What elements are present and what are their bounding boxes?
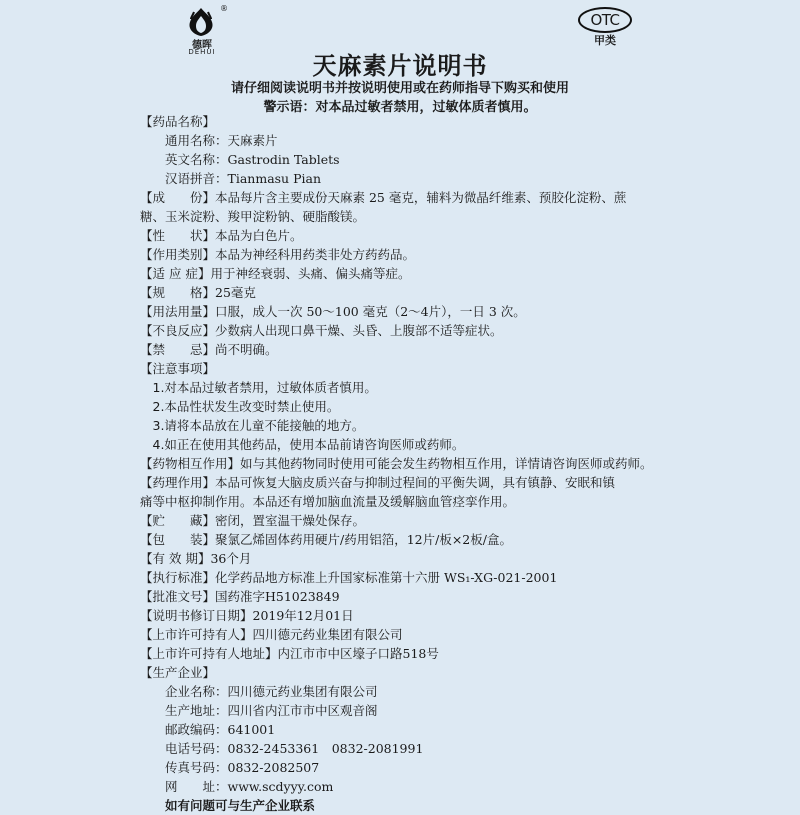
flame-logo-icon [184, 6, 218, 38]
drug-interactions: 【药物相互作用】如与其他药物同时使用可能会发生药物相互作用，详情请咨询医师或药师。 [140, 456, 653, 471]
standard: 【执行标准】化学药品地方标准上升国家标准第十六册 WS₁-XG-021-2001 [140, 570, 558, 585]
section-header-drug-name: 【药品名称】 [140, 114, 216, 129]
revision-date: 【说明书修订日期】2019年12月01日 [140, 608, 354, 623]
ingredients-continued: 糖、玉米淀粉、羧甲淀粉钠、硬脂酸镁。 [140, 209, 366, 224]
otc-badge: OTC [578, 7, 632, 33]
category: 【作用类别】本品为神经科用药类非处方药药品。 [140, 247, 416, 262]
contraindications: 【禁 忌】尚不明确。 [140, 342, 278, 357]
document-title: 天麻素片说明书 [312, 52, 488, 80]
read-instructions-notice: 请仔细阅读说明书并按说明使用或在药师指导下购买和使用 [230, 81, 569, 96]
contact-note: 如有问题可与生产企业联系 [140, 798, 316, 813]
adverse-reactions: 【不良反应】少数病人出现口鼻干燥、头昏、上腹部不适等症状。 [140, 323, 503, 338]
common-name: 通用名称：天麻素片 [140, 133, 278, 148]
fax-number: 传真号码：0832-2082507 [140, 760, 320, 775]
specification: 【规 格】25毫克 [140, 285, 256, 300]
company-name: 企业名称：四川德元药业集团有限公司 [140, 684, 378, 699]
phone-number: 电话号码：0832-2453361 0832-2081991 [140, 741, 424, 756]
precaution-item: 1.对本品过敏者禁用，过敏体质者慎用。 [140, 380, 377, 395]
section-header-manufacturer: 【生产企业】 [140, 665, 216, 680]
storage: 【贮 藏】密闭，置室温干燥处保存。 [140, 513, 366, 528]
pharmacology-continued: 痛等中枢抑制作用。本品还有增加脑血流量及缓解脑血管痉挛作用。 [140, 494, 516, 509]
brand-name-en: DEHUI [188, 48, 216, 56]
section-header-precautions: 【注意事项】 [140, 361, 216, 376]
postal-code: 邮政编码：641001 [140, 722, 276, 737]
precaution-item: 2.本品性状发生改变时禁止使用。 [140, 399, 340, 414]
website: 网 址：www.scdyyy.com [140, 779, 334, 794]
license-holder-address: 【上市许可持有人地址】内江市市中区壕子口路518号 [140, 646, 439, 661]
registered-mark: ® [220, 4, 228, 13]
production-address: 生产地址：四川省内江市市中区观音阁 [140, 703, 378, 718]
dosage: 【用法用量】口服，成人一次 50～100 毫克（2～4片），一日 3 次。 [140, 304, 526, 319]
appearance: 【性 状】本品为白色片。 [140, 228, 303, 243]
packaging: 【包 装】聚氯乙烯固体药用硬片/药用铝箔，12片/板×2板/盒。 [140, 532, 512, 547]
shelf-life: 【有 效 期】36个月 [140, 551, 252, 566]
pinyin-name: 汉语拼音：Tianmasu Pian [140, 171, 321, 186]
pharmacology: 【药理作用】本品可恢复大脑皮质兴奋与抑制过程间的平衡失调，具有镇静、安眠和镇 [140, 475, 616, 490]
approval-number: 【批准文号】国药准字H51023849 [140, 589, 340, 604]
warning-statement: 警示语：对本品过敏者禁用，过敏体质者慎用。 [263, 100, 537, 115]
ingredients: 【成 份】本品每片含主要成份天麻素 25 毫克，辅料为微晶纤维素、预胶化淀粉、蔗 [140, 190, 627, 205]
english-name: 英文名称：Gastrodin Tablets [140, 152, 340, 167]
precaution-item: 3.请将本品放在儿童不能接触的地方。 [140, 418, 365, 433]
precaution-item: 4.如正在使用其他药品，使用本品前请咨询医师或药师。 [140, 437, 465, 452]
brand-name: 德晖 [192, 40, 212, 51]
otc-category: 甲类 [594, 34, 616, 47]
indications: 【适 应 症】用于神经衰弱、头痛、偏头痛等症。 [140, 266, 411, 281]
license-holder: 【上市许可持有人】四川德元药业集团有限公司 [140, 627, 403, 642]
